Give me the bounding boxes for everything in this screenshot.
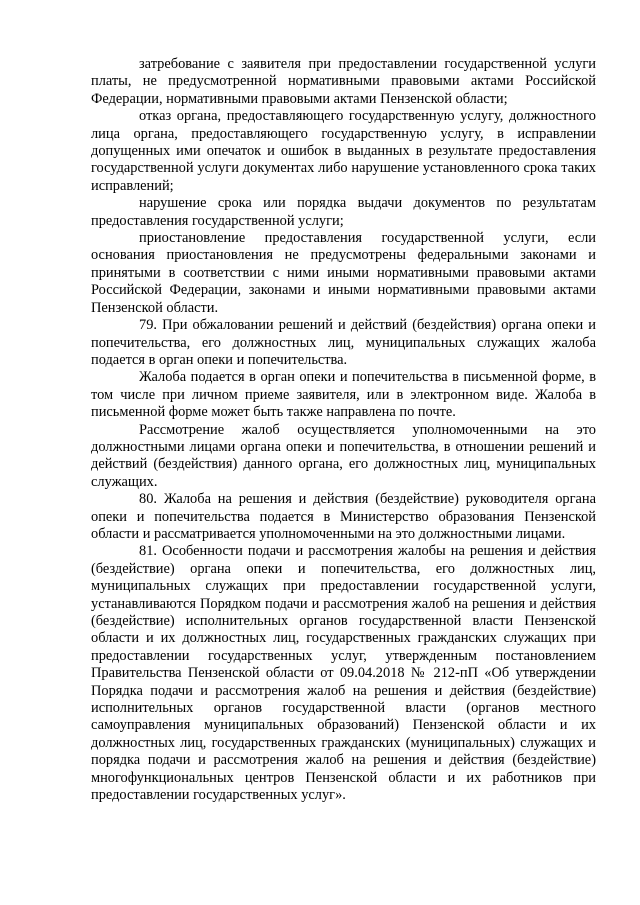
paragraph-complaint-review: Рассмотрение жалоб осуществляется уполномоченными на это должностными лицами органа опеки и попечительства, в отношении решений и действий (бездействия) данного органа, его должностных лиц, муниципальных служащих.	[91, 421, 596, 490]
paragraph-deadline-violation: нарушение срока или порядка выдачи документов по результатам предоставления государственной услуги;	[91, 195, 596, 229]
paragraph-clause-80: 80. Жалоба на решения и действия (бездействие) руководителя органа опеки и попечительства подается в Министерство образования Пензенской области и рассматривается уполномоченными на это должностными лицами.	[91, 491, 596, 542]
document-page	[91, 56, 596, 804]
paragraph-unlawful-fee: затребование с заявителя при предоставлении государственной услуги платы, не предусмотренной нормативными правовыми актами Российской Федерации, нормативными правовыми актами Пензенской области;	[91, 56, 596, 107]
paragraph-complaint-form: Жалоба подается в орган опеки и попечительства в письменной форме, в том числе при личном приеме заявителя, или в электронном виде. Жалоба в письменной форме может быть также направлена по почте.	[91, 369, 596, 421]
paragraph-clause-81: 81. Особенности подачи и рассмотрения жалобы на решения и действия (бездействие) органа опеки и попечительства, его должностных лиц, муниципальных служащих при предоставлении государственной услуги, устанавливаются Порядком подачи и рассмотрения жалоб на решения и действия (бездействие) исполнительных органов государственной власти Пензенской области и их должностных лиц, государственных гражданских служащих при предоставлении государственных услуг, утвержденным постановлением Правительства Пензенской области от 09.04.2018 № 212-пП «Об утверждении Порядка подачи и рассмотрения жалоб на решения и действия (бездействие) исполнительных органов государственной власти (органов местного самоуправления муниципальных образований) Пензенской области и их должностных лиц, государственных гражданских (муниципальных) служащих и порядка подачи и рассмотрения жалоб на решения и действия (бездействие) многофункциональных центров Пензенской области и их работников при предоставлении государственных услуг».	[91, 543, 596, 804]
paragraph-clause-79: 79. При обжаловании решений и действий (бездействия) органа опеки и попечительства, его должностных лиц, муниципальных служащих жалоба подается в орган опеки и попечительства.	[91, 317, 596, 368]
paragraph-suspension: приостановление предоставления государственной услуги, если основания приостановления не предусмотрены федеральными законами и принятыми в соответствии с ними иными нормативными правовыми актами Российской Федерации, законами и иными нормативными правовыми актами Пензенской области.	[91, 230, 596, 316]
paragraph-refusal-to-correct: отказ органа, предоставляющего государственную услугу, должностного лица органа, предоставляющего государственную услугу, в исправлении допущенных ими опечаток и ошибок в выданных в результате предоставления государственной услуги документах либо нарушение установленного срока таких исправлений;	[91, 108, 596, 194]
